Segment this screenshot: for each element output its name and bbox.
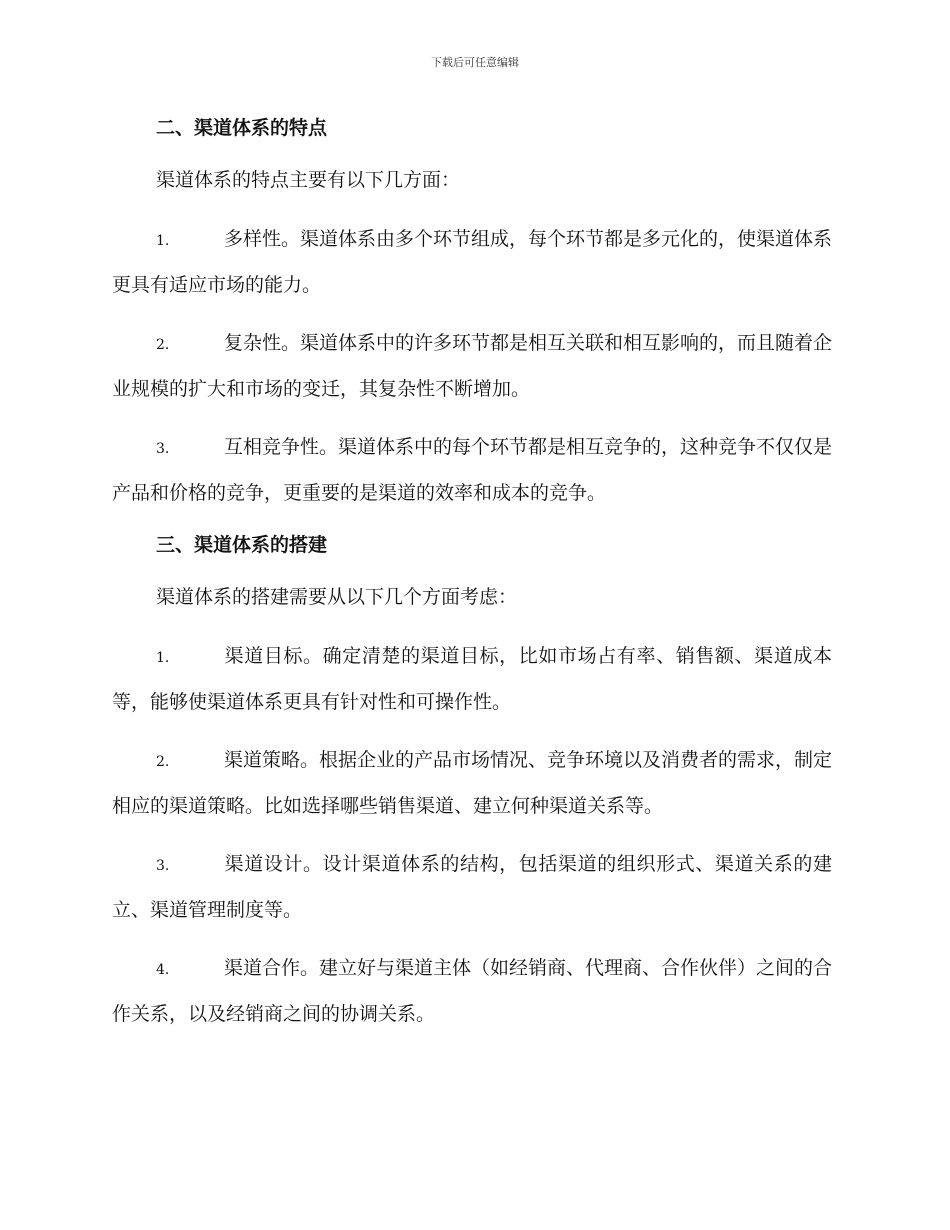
item-text: 渠道策略。根据企业的产品市场情况、竞争环境以及消费者的需求，制定相应的渠道策略。比如选择哪些销售渠道、建立何种渠道关系等。	[112, 749, 833, 817]
list-item	[112, 634, 832, 724]
page-header: 下载后可任意编辑	[431, 56, 519, 69]
list-item	[112, 946, 832, 1036]
section-intro: 渠道体系的搭建需要从以下几个方面考虑：	[156, 586, 518, 608]
item-number: 1.	[156, 233, 170, 249]
item-text: 复杂性。渠道体系中的许多环节都是相互关联和相互影响的，而且随着企业规模的扩大和市场的变迁，其复杂性不断增加。	[112, 332, 833, 400]
section-features	[112, 112, 832, 515]
list-item	[112, 842, 832, 932]
document-body	[112, 112, 832, 1050]
item-number: 2.	[156, 337, 170, 353]
item-text: 多样性。渠道体系由多个环节组成，每个环节都是多元化的，使渠道体系更具有适应市场的能力。	[112, 228, 833, 296]
list-item	[112, 738, 832, 828]
section-intro: 渠道体系的特点主要有以下几方面：	[156, 169, 461, 191]
item-number: 3.	[156, 441, 170, 457]
item-number: 4.	[156, 962, 170, 978]
item-text: 渠道目标。确定清楚的渠道目标，比如市场占有率、销售额、渠道成本等，能够使渠道体系更具有针对性和可操作性。	[112, 645, 832, 713]
list-item	[112, 217, 832, 307]
section-heading: 二、渠道体系的特点	[156, 117, 328, 139]
item-text: 互相竞争性。渠道体系中的每个环节都是相互竞争的，这种竞争不仅仅是产品和价格的竞争，更重要的是渠道的效率和成本的竞争。	[112, 436, 833, 504]
item-text: 渠道设计。设计渠道体系的结构，包括渠道的组织形式、渠道关系的建立、渠道管理制度等。	[112, 853, 832, 921]
item-text: 渠道合作。建立好与渠道主体（如经销商、代理商、合作伙伴）之间的合作关系，以及经销商之间的协调关系。	[112, 957, 833, 1025]
list-item	[112, 321, 832, 411]
item-number: 3.	[156, 858, 170, 874]
section-building	[112, 529, 832, 1036]
item-number: 1.	[156, 650, 170, 666]
list-item	[112, 425, 832, 515]
item-number: 2.	[156, 754, 170, 770]
section-heading: 三、渠道体系的搭建	[156, 534, 328, 556]
